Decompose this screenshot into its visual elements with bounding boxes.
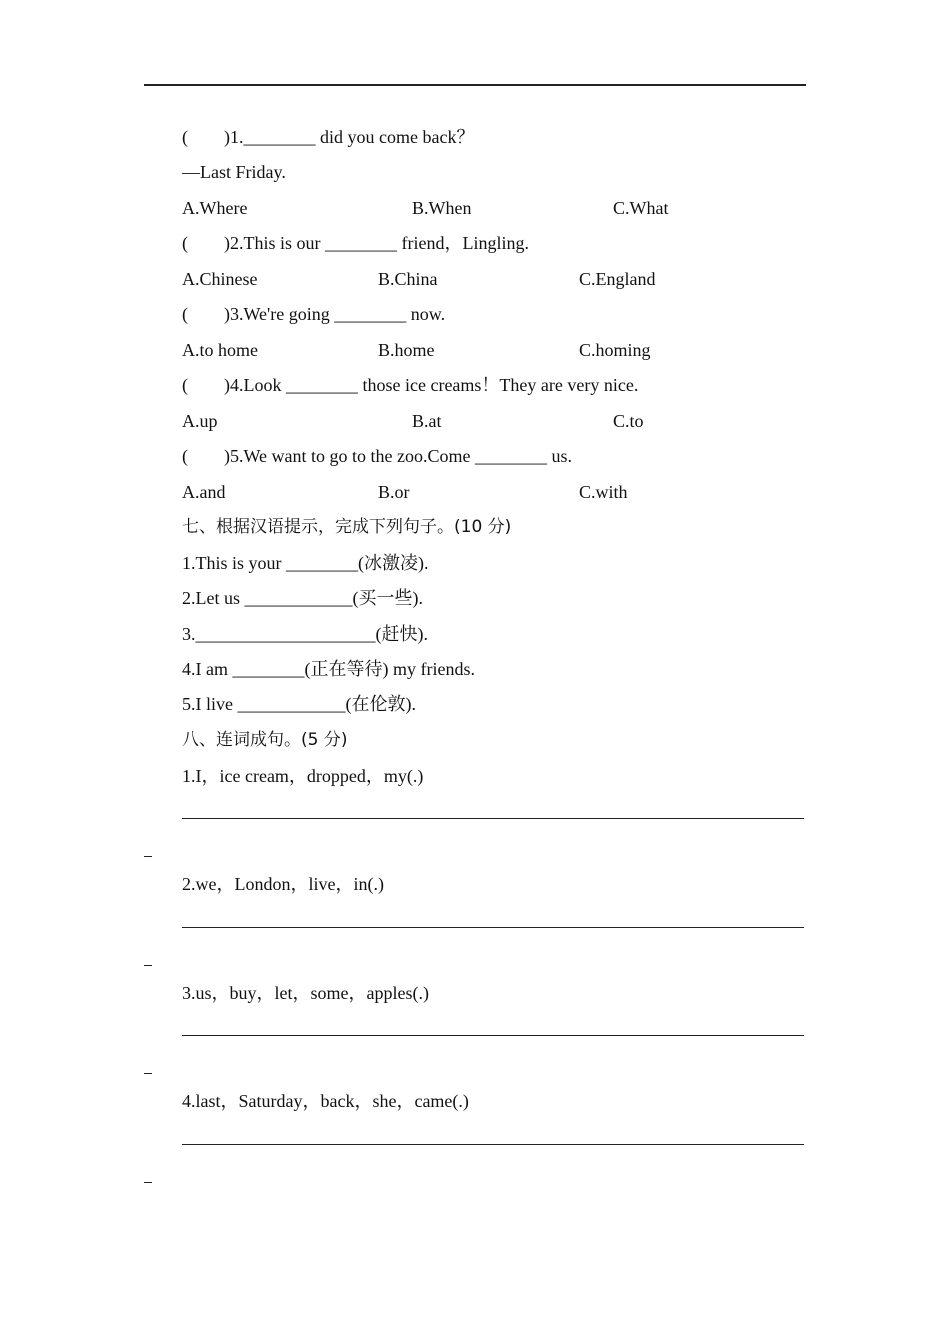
question-3-option-a: A.to home bbox=[182, 340, 258, 360]
question-2-stem: ( )2.This is our ________ friend，Lingling. bbox=[182, 233, 529, 253]
question-1-option-c: C.What bbox=[613, 198, 669, 218]
question-1-option-b: B.When bbox=[412, 198, 472, 218]
question-3-option-c: C.homing bbox=[579, 340, 651, 360]
question-1-reply: —Last Friday. bbox=[182, 162, 286, 182]
fill-in-item-2: 2.Let us ____________(买一些). bbox=[182, 588, 423, 608]
section-8-heading: 八、连词成句。(5 分) bbox=[182, 730, 348, 750]
question-5-stem: ( )5.We want to go to the zoo.Come ________ us. bbox=[182, 446, 572, 466]
question-4-option-b: B.at bbox=[412, 411, 442, 431]
question-5-option-a: A.and bbox=[182, 482, 226, 502]
question-2-option-b: B.China bbox=[378, 269, 438, 289]
answer-line-3-continuation bbox=[144, 1073, 152, 1074]
question-3-stem: ( )3.We're going ________ now. bbox=[182, 304, 446, 324]
word-order-item-3: 3.us，buy，let，some，apples(.) bbox=[182, 983, 429, 1003]
question-3-option-b: B.home bbox=[378, 340, 435, 360]
question-4-stem: ( )4.Look ________ those ice creams！They are very nice. bbox=[182, 375, 639, 395]
answer-line-4 bbox=[182, 1144, 804, 1145]
fill-in-item-4: 4.I am ________(正在等待) my friends. bbox=[182, 659, 475, 679]
answer-line-1-continuation bbox=[144, 856, 152, 857]
question-4-option-c: C.to bbox=[613, 411, 644, 431]
word-order-item-4: 4.last，Saturday，back，she，came(.) bbox=[182, 1091, 469, 1111]
fill-in-item-1: 1.This is your ________(冰激凌). bbox=[182, 553, 429, 573]
answer-line-2 bbox=[182, 927, 804, 928]
answer-line-1 bbox=[182, 818, 804, 819]
question-2-option-a: A.Chinese bbox=[182, 269, 258, 289]
header-rule bbox=[144, 84, 806, 86]
question-5-option-c: C.with bbox=[579, 482, 628, 502]
question-2-option-c: C.England bbox=[579, 269, 656, 289]
section-7-heading: 七、根据汉语提示，完成下列句子。(10 分) bbox=[182, 517, 512, 537]
question-5-option-b: B.or bbox=[378, 482, 410, 502]
question-1-option-a: A.Where bbox=[182, 198, 248, 218]
question-1-stem: ( )1.________ did you come back？ bbox=[182, 127, 475, 147]
word-order-item-2: 2.we，London，live，in(.) bbox=[182, 874, 384, 894]
fill-in-item-3: 3.____________________(赶快). bbox=[182, 624, 428, 644]
answer-line-4-continuation bbox=[144, 1182, 152, 1183]
fill-in-item-5: 5.I live ____________(在伦敦). bbox=[182, 694, 416, 714]
answer-line-2-continuation bbox=[144, 965, 152, 966]
answer-line-3 bbox=[182, 1035, 804, 1036]
question-4-option-a: A.up bbox=[182, 411, 218, 431]
word-order-item-1: 1.I，ice cream，dropped，my(.) bbox=[182, 766, 424, 786]
